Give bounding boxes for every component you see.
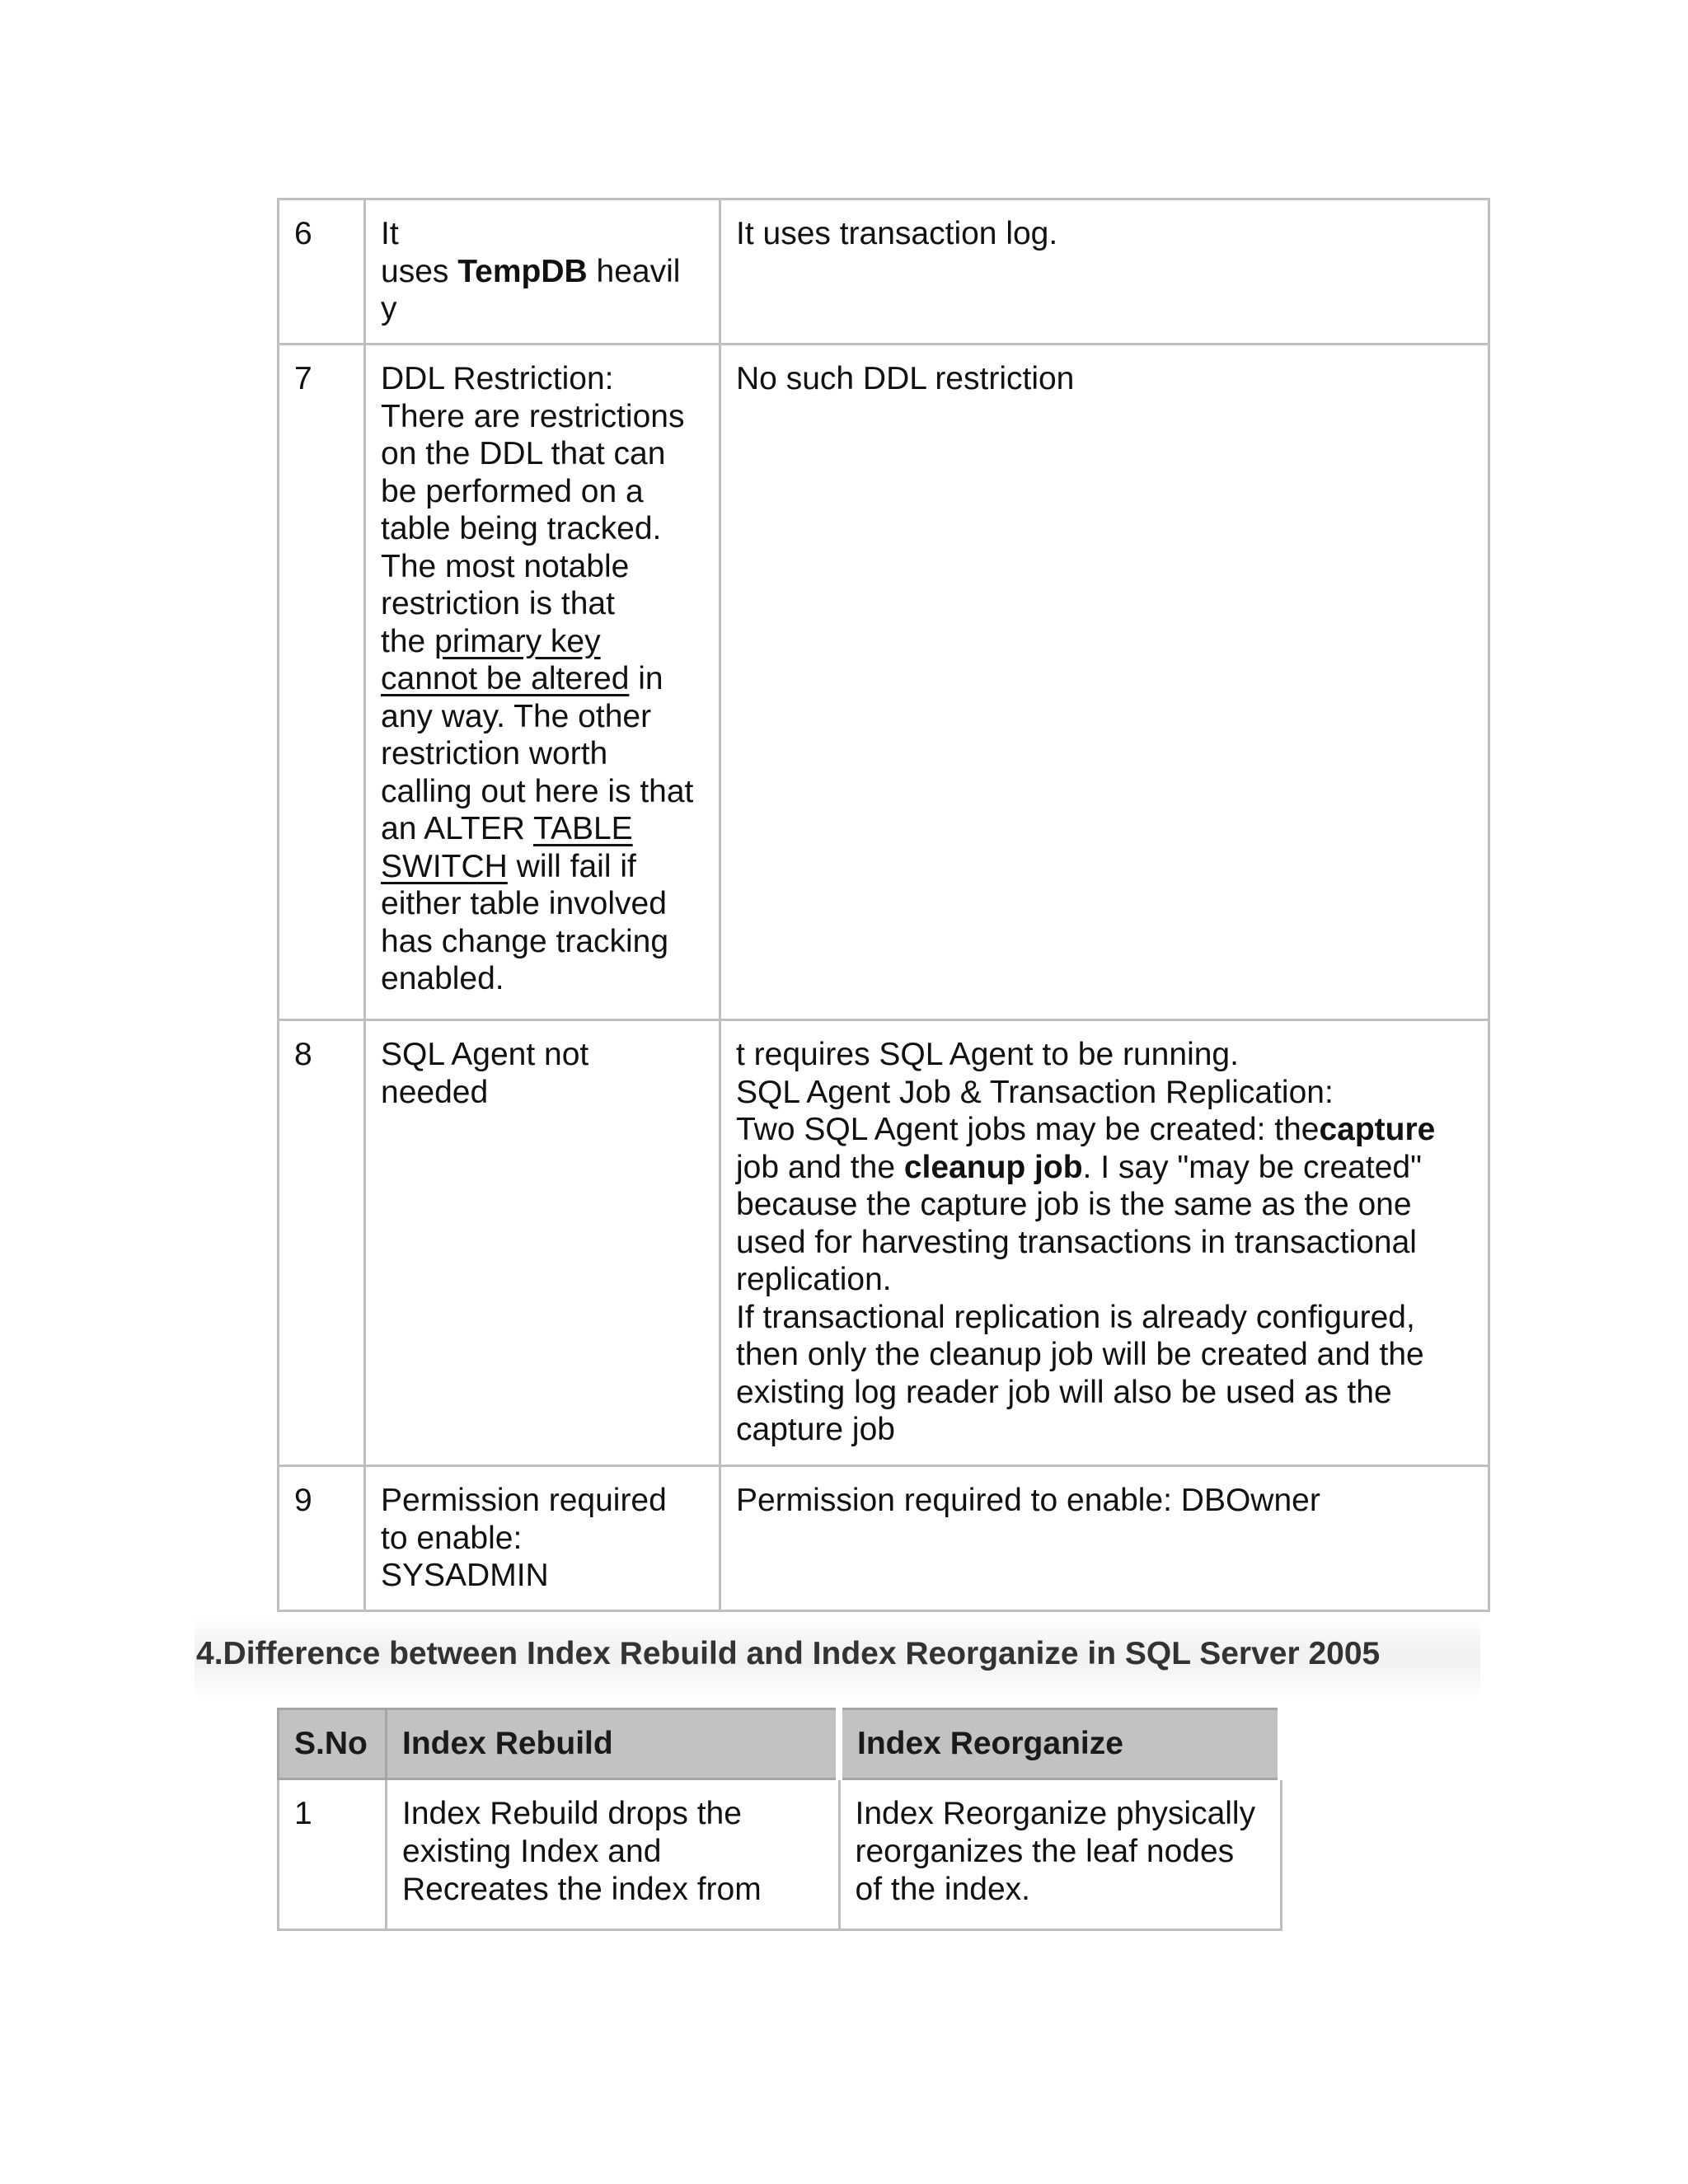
text-line: be performed on a bbox=[381, 473, 644, 509]
table-row bbox=[279, 344, 1489, 1020]
text-line: Permission required to enable: DBOwner bbox=[736, 1483, 1320, 1518]
change-data-capture-cell bbox=[720, 199, 1489, 344]
text-line: reorganizes the leaf nodes bbox=[855, 1834, 1235, 1869]
text-line: Recreates the index from bbox=[402, 1872, 762, 1907]
text-line: has change tracking bbox=[381, 923, 669, 959]
text-line: then only the cleanup job will be created and the bbox=[736, 1337, 1424, 1372]
text-line: replication. bbox=[736, 1262, 892, 1297]
text-line: cannot be altered in bbox=[381, 661, 663, 696]
text-line: y bbox=[381, 291, 397, 326]
row-number: 6 bbox=[279, 199, 365, 344]
text-line: of the index. bbox=[855, 1872, 1030, 1907]
text-line: SQL Agent not bbox=[381, 1037, 589, 1072]
text-line: Index Rebuild drops the bbox=[402, 1796, 742, 1831]
text-line: t requires SQL Agent to be running. bbox=[736, 1037, 1239, 1072]
text-line: capture job bbox=[736, 1412, 895, 1447]
text-line: existing Index and bbox=[402, 1834, 662, 1869]
header-row bbox=[279, 1709, 1282, 1779]
table-row bbox=[279, 1020, 1489, 1466]
change-data-capture-cell bbox=[720, 1020, 1489, 1466]
text-line: restriction worth bbox=[381, 736, 608, 771]
text-line: job and the cleanup job. I say "may be created" bbox=[736, 1149, 1422, 1185]
change-tracking-cell bbox=[365, 1466, 720, 1611]
text-line: existing log reader job will also be used as the bbox=[736, 1374, 1392, 1410]
comparison-table bbox=[277, 198, 1490, 1612]
section-heading: 4.Difference between Index Rebuild and Index Reorganize in SQL Server 2005 bbox=[196, 1636, 1381, 1671]
text-line: enabled. bbox=[381, 961, 504, 996]
row-number: 9 bbox=[279, 1466, 365, 1611]
column-header-sno: S.No bbox=[279, 1709, 387, 1779]
text-line: on the DDL that can bbox=[381, 436, 666, 471]
change-data-capture-cell bbox=[720, 344, 1489, 1020]
text-line: The most notable bbox=[381, 548, 630, 584]
index-reorganize-cell bbox=[839, 1779, 1281, 1930]
text-line: the primary key bbox=[381, 623, 601, 659]
text-line: uses TempDB heavil bbox=[381, 253, 681, 289]
row-number: 7 bbox=[279, 344, 365, 1020]
text-line: either table involved bbox=[381, 886, 667, 921]
column-header-index-rebuild: Index Rebuild bbox=[387, 1709, 840, 1779]
table-row bbox=[279, 199, 1489, 344]
text-line: an ALTER TABLE bbox=[381, 811, 633, 846]
change-tracking-cell bbox=[365, 1020, 720, 1466]
text-line: Two SQL Agent jobs may be created: thecapture bbox=[736, 1112, 1436, 1147]
text-line: It bbox=[381, 216, 399, 251]
text-line: because the capture job is the same as the one bbox=[736, 1187, 1412, 1222]
text-line: to enable: bbox=[381, 1520, 523, 1556]
text-line: used for harvesting transactions in transactional bbox=[736, 1224, 1417, 1260]
text-line: It uses transaction log. bbox=[736, 216, 1058, 251]
text-line: restriction is that bbox=[381, 586, 615, 621]
change-tracking-cell bbox=[365, 199, 720, 344]
text-line: Index Reorganize physically bbox=[855, 1796, 1256, 1831]
table-row bbox=[279, 1779, 1282, 1930]
column-header-index-reorganize: Index Reorganize bbox=[839, 1709, 1281, 1779]
change-tracking-cell bbox=[365, 344, 720, 1020]
index-comparison-table bbox=[277, 1708, 1284, 1931]
table-row bbox=[279, 1466, 1489, 1611]
text-line: needed bbox=[381, 1074, 489, 1110]
text-line: calling out here is that bbox=[381, 773, 694, 809]
text-line: DDL Restriction: bbox=[381, 361, 614, 396]
text-line: SWITCH will fail if bbox=[381, 848, 636, 884]
text-line: Permission required bbox=[381, 1483, 667, 1518]
text-line: SQL Agent Job & Transaction Replication: bbox=[736, 1074, 1334, 1110]
text-line: table being tracked. bbox=[381, 511, 662, 546]
row-number: 1 bbox=[279, 1779, 387, 1930]
text-line: No such DDL restriction bbox=[736, 361, 1075, 396]
text-line: There are restrictions bbox=[381, 398, 685, 434]
text-line: any way. The other bbox=[381, 698, 652, 734]
text-line: If transactional replication is already configured, bbox=[736, 1299, 1415, 1335]
text-line: SYSADMIN bbox=[381, 1558, 549, 1593]
index-rebuild-cell bbox=[387, 1779, 840, 1930]
change-data-capture-cell bbox=[720, 1466, 1489, 1611]
row-number: 8 bbox=[279, 1020, 365, 1466]
